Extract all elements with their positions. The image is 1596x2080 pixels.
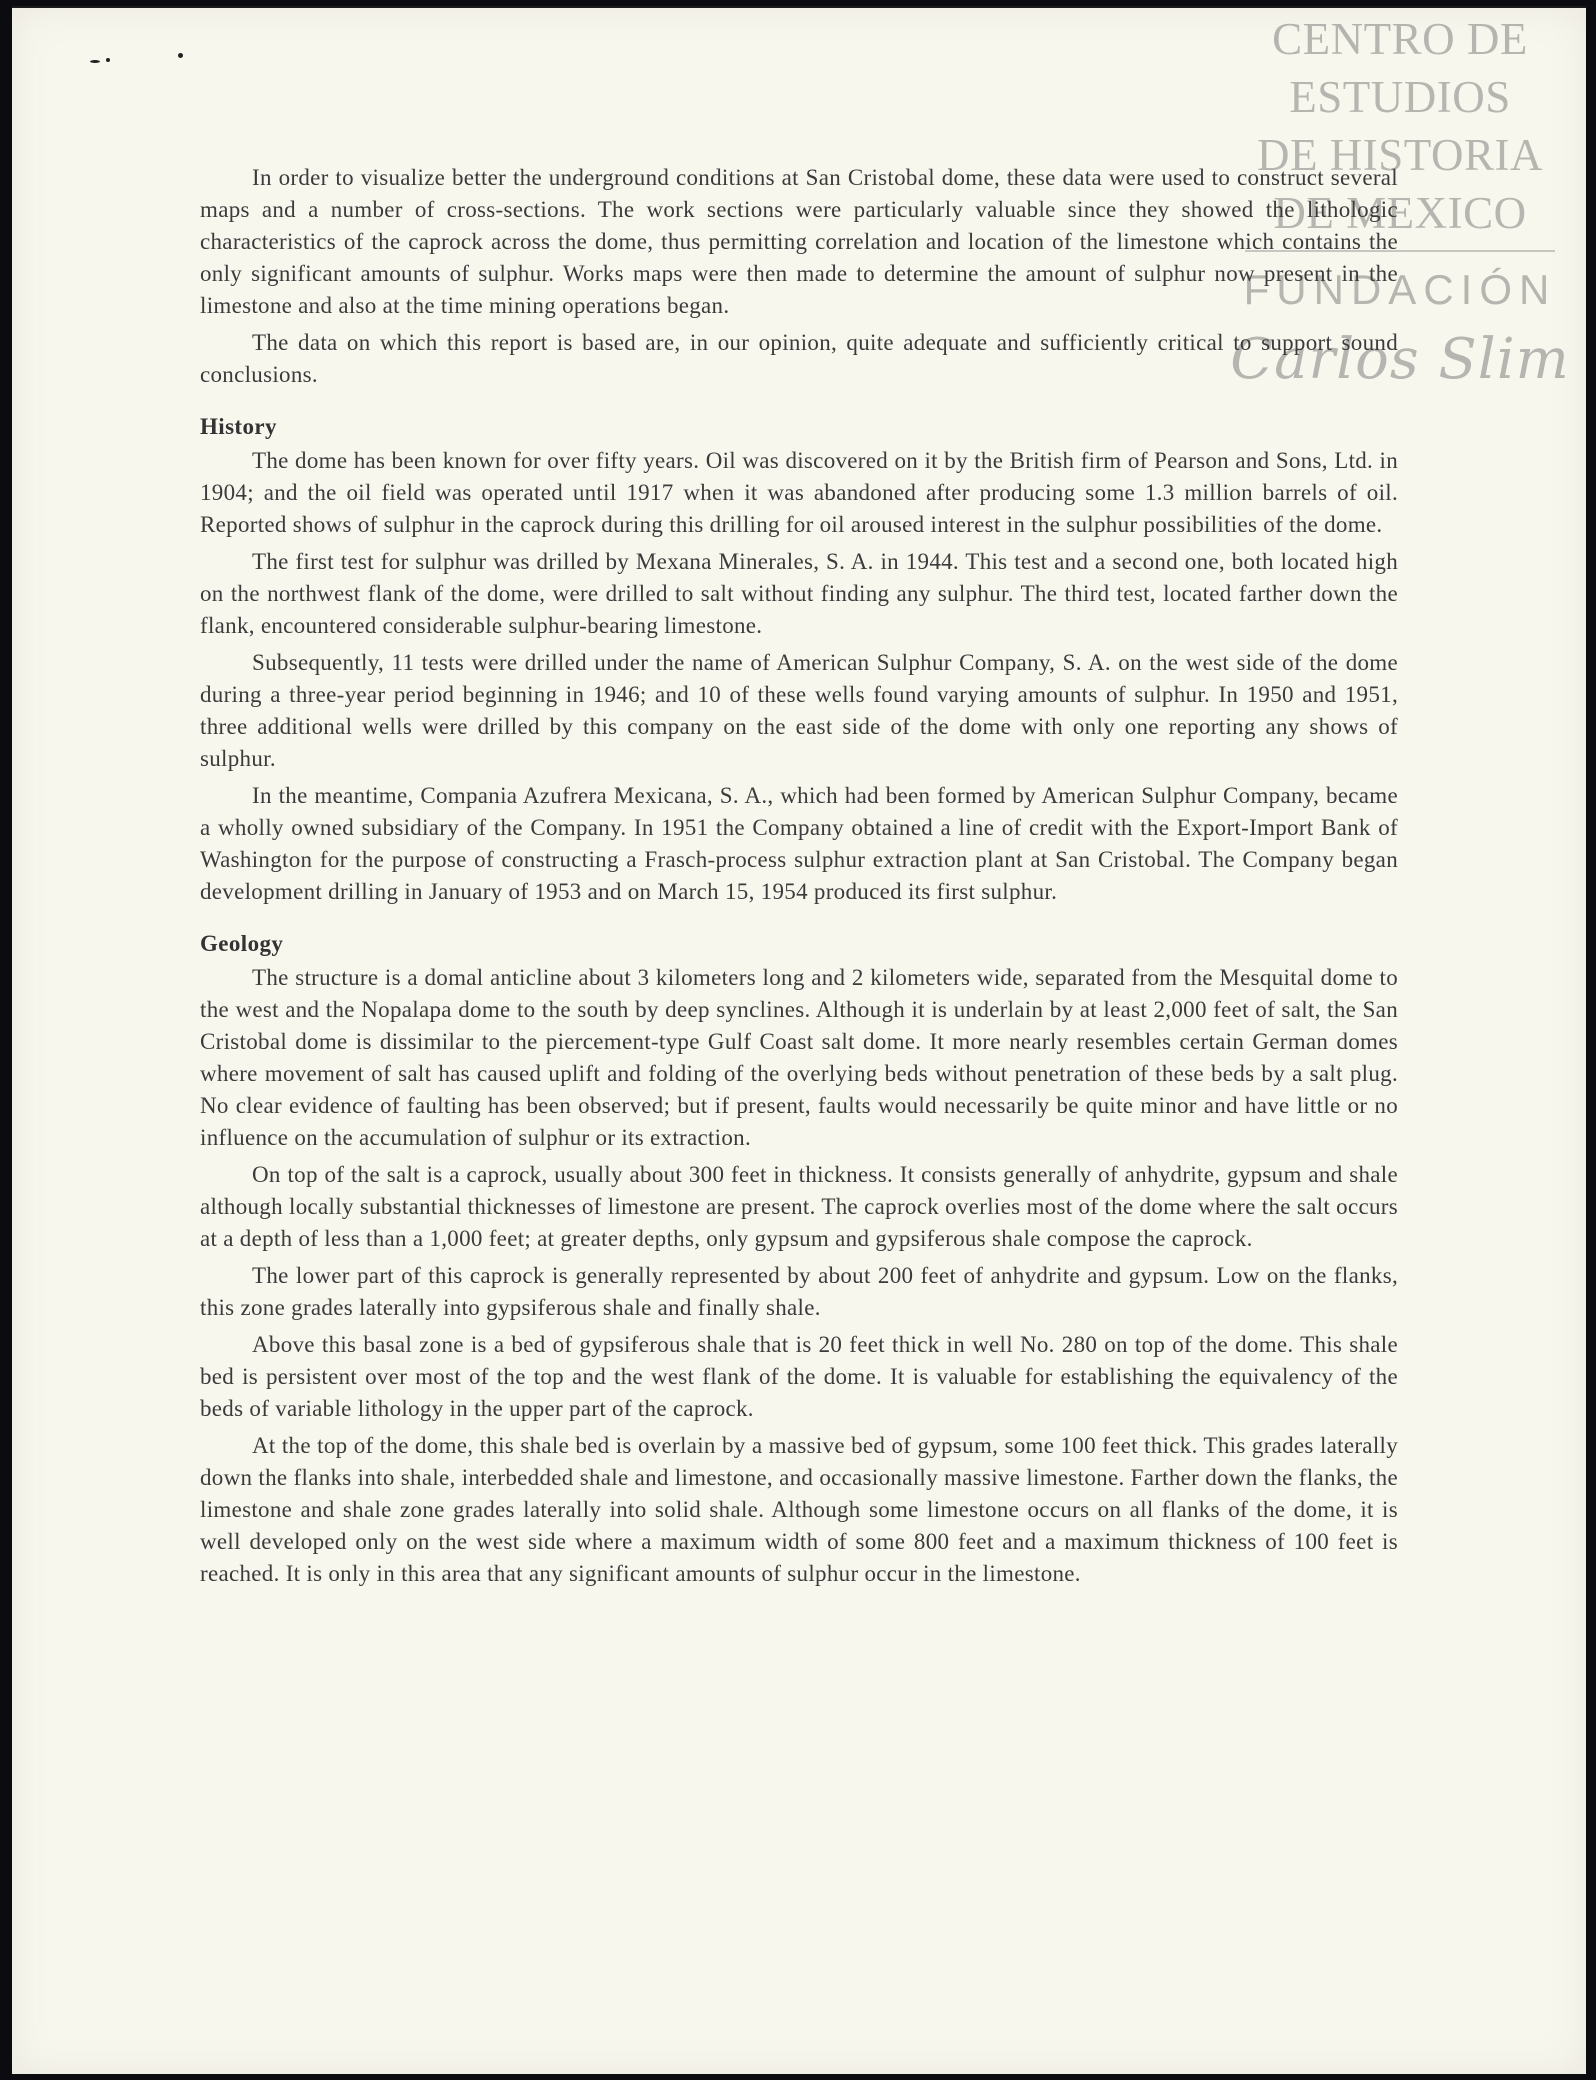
body-paragraph: At the top of the dome, this shale bed is overlain by a massive bed of gypsum, some 100 feet thick. This grades laterally down the flanks into shale, interbedded shale and limestone, and occasionally massive limestone. Farther down the flanks, the limestone and shale zone grades laterally into solid shale. Although some limestone occurs on all flanks of the dome, it is well developed only on the west side where a maximum width of some 800 feet and a maximum thickness of 100 feet is reached. It is only in this area that any significant amounts of sulphur occur in the limestone.: [200, 1433, 1398, 1586]
body-paragraph: On top of the salt is a caprock, usually about 300 feet in thickness. It consists generally of anhydrite, gypsum and shale although locally substantial thicknesses of limestone are present. The caprock overlies most of the dome where the salt occurs at a depth of less than a 1,000 feet; at greater depths, only gypsum and gypsiferous shale compose the caprock.: [200, 1162, 1398, 1251]
watermark-signature: Carlos Slim: [1230, 327, 1570, 392]
watermark-fundacion: FUNDACIÓN: [1243, 266, 1557, 313]
scan-mark: [90, 60, 100, 63]
body-paragraph: Above this basal zone is a bed of gypsiferous shale that is 20 feet thick in well No. 280 on top of the dome. This shale bed is persistent over most of the top and the west flank of the dome. It is valuable for establishing the equivalency of the beds of variable lithology in the upper part of the caprock.: [200, 1332, 1398, 1421]
scan-mark: [106, 58, 110, 62]
watermark-line: DE HISTORIA: [1257, 130, 1543, 180]
body-paragraph: Subsequently, 11 tests were drilled under the name of American Sulphur Company, S. A. on the west side of the dome during a three-year period beginning in 1946; and 10 of these wells found varying amounts of sulphur. In 1950 and 1951, three additional wells were drilled by this company on the east side of the dome with only one reporting any shows of sulphur.: [200, 650, 1398, 771]
body-paragraph: In the meantime, Compania Azufrera Mexicana, S. A., which had been formed by American Sulphur Company, became a wholly owned subsidiary of the Company. In 1951 the Company obtained a line of credit with the Export-Import Bank of Washington for the purpose of constructing a Frasch-process sulphur extraction plant at San Cristobal. The Company began development drilling in January of 1953 and on March 15, 1954 produced its first sulphur.: [200, 783, 1398, 904]
body-paragraph: The first test for sulphur was drilled by Mexana Minerales, S. A. in 1944. This test and a second one, both located high on the northwest flank of the dome, were drilled to salt without finding any sulphur. The third test, located farther down the flank, encountered considerable sulphur-bearing limestone.: [200, 549, 1398, 638]
section-heading-geology: Geology: [200, 931, 284, 956]
report-body: [200, 162, 1398, 1595]
scan-marks: [90, 48, 190, 68]
scan-mark: [178, 53, 183, 58]
watermark-line: DE MEXICO: [1273, 188, 1527, 238]
body-paragraph: The dome has been known for over fifty years. Oil was discovered on it by the British firm of Pearson and Sons, Ltd. in 1904; and the oil field was operated until 1917 when it was abandoned after producing some 1.3 million barrels of oil. Reported shows of sulphur in the caprock during this drilling for oil aroused interest in the sulphur possibilities of the dome.: [200, 448, 1398, 537]
section-heading-history: History: [200, 414, 277, 439]
watermark-line: CENTRO DE: [1272, 14, 1528, 64]
watermark-line: ESTUDIOS: [1289, 72, 1511, 122]
body-paragraph: The lower part of this caprock is generally represented by about 200 feet of anhydrite and gypsum. Low on the flanks, this zone grades laterally into gypsiferous shale and finally shale.: [200, 1263, 1398, 1320]
body-paragraph: The data on which this report is based are, in our opinion, quite adequate and sufficiently critical to support sound conclusions.: [200, 330, 1398, 387]
body-paragraph: The structure is a domal anticline about 3 kilometers long and 2 kilometers wide, separated from the Mesquital dome to the west and the Nopalapa dome to the south by deep synclines. Although it is underlain by at least 2,000 feet of salt, the San Cristobal dome is dissimilar to the piercement-type Gulf Coast salt dome. It more nearly resembles certain German domes where movement of salt has caused uplift and folding of the overlying beds without penetration of these beds by a salt plug. No clear evidence of faulting has been observed; but if present, faults would necessarily be quite minor and have little or no influence on the accumulation of sulphur or its extraction.: [200, 965, 1398, 1150]
body-paragraph: In order to visualize better the underground conditions at San Cristobal dome, these data were used to construct several maps and a number of cross-sections. The work sections were particularly valuable since they showed the lithologic characteristics of the caprock across the dome, thus permitting correlation and location of the limestone which contains the only significant amounts of sulphur. Works maps were then made to determine the amount of sulphur now present in the limestone and also at the time mining operations began.: [200, 165, 1398, 318]
